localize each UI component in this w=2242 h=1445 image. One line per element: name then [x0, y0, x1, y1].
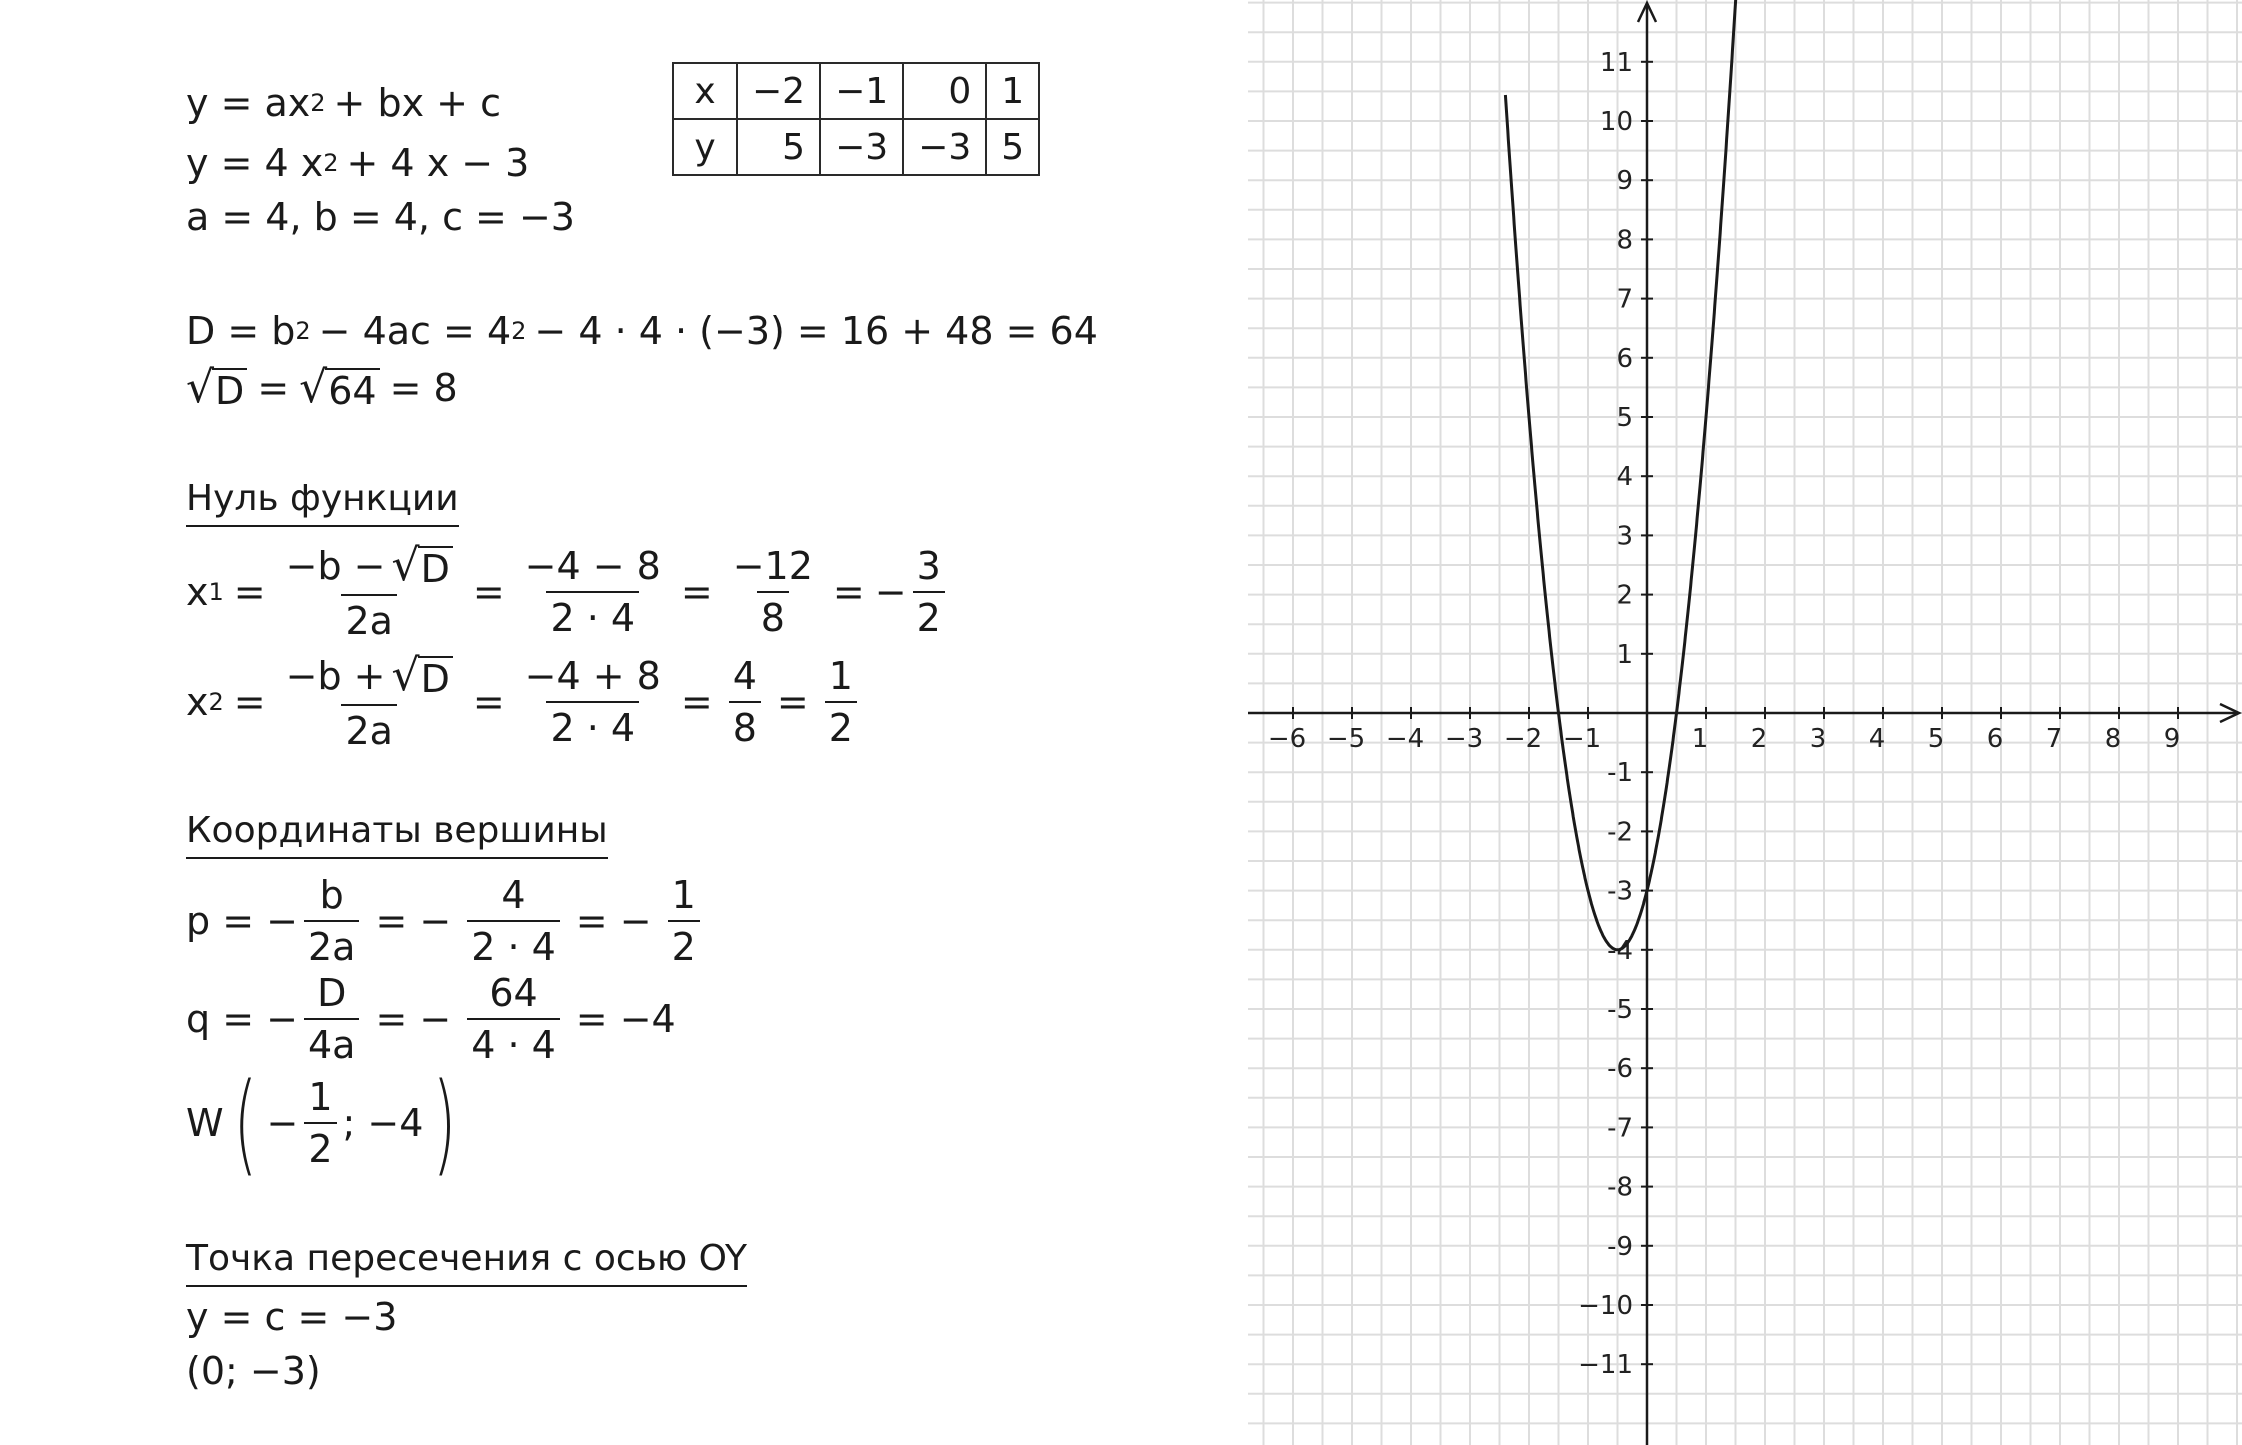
x1-num2: −4 − 8 — [524, 544, 661, 588]
oy-line-1: y = c = −3 — [186, 1295, 398, 1339]
y-tick-label: 4 — [1616, 462, 1633, 493]
sqrt-d-body: D — [418, 656, 453, 698]
equals-sign: = — [776, 680, 809, 724]
y-tick-label: -9 — [1607, 1231, 1633, 1262]
p-num2: 4 — [501, 873, 526, 917]
x-tick-label: 1 — [1691, 724, 1709, 754]
vertex-point — [186, 1059, 466, 1187]
equals-sign: = — [832, 570, 865, 614]
equals-sign: = — [472, 570, 505, 614]
table-cell: −3 — [903, 119, 986, 175]
x2-den4: 2 — [825, 701, 857, 747]
x2-line: x 2 = −b + √ D 2a = $\frac{-4 + 8}{2 \cdot 4}$ = $\frac{4}{8}$ = $\frac{1}{2}$ — [186, 654, 863, 750]
x-tick-label: 2 — [1750, 724, 1768, 754]
x-tick-label: 9 — [2163, 724, 2181, 754]
function-graph — [1240, 0, 2242, 1445]
minus-sign: − — [874, 570, 907, 614]
x-tick-label: −1 — [1562, 724, 1602, 754]
x-tick-label: −3 — [1444, 724, 1484, 754]
x1-num4: 3 — [916, 544, 941, 588]
right-paren: ) — [433, 1059, 457, 1187]
sqrt-d: √ D — [186, 366, 247, 410]
table-cell: −1 — [820, 63, 903, 119]
w-fraction — [304, 1075, 336, 1171]
x2-num3: 4 — [732, 654, 757, 698]
y-tick-label: -1 — [1607, 758, 1633, 789]
sqrt-d-body: D — [418, 546, 453, 588]
y-tick-label: 5 — [1616, 403, 1633, 433]
p-label: p = − — [186, 899, 298, 943]
sqrt-64: √ 64 — [299, 366, 379, 410]
x1-den3: 8 — [757, 591, 789, 637]
x-tick-label: 5 — [1927, 724, 1945, 754]
disc-lhs: D = b — [186, 309, 296, 353]
q-label: q = − — [186, 997, 298, 1041]
sqrt-64-body: 64 — [325, 368, 379, 410]
sqrt-d: √ D — [392, 544, 453, 588]
x1-den4: 2 — [913, 591, 945, 637]
equals-sign: = — [233, 680, 266, 724]
table-cell: −2 — [737, 63, 820, 119]
x2-fraction-4 — [825, 654, 857, 750]
x-tick-label: 3 — [1809, 724, 1827, 754]
x1-label: x — [186, 570, 209, 614]
y-tick-label: 1 — [1616, 639, 1633, 670]
discriminant-line: D = b 2 − 4ac = 4 2 − 4 · 4 · (−3) = 16 + 48 = 64 — [186, 309, 1098, 353]
oy-heading: Точка пересечения с осью OY — [186, 1238, 747, 1287]
table-header-x: x — [673, 63, 737, 119]
table-cell: 1 — [986, 63, 1039, 119]
y-tick-label: 10 — [1599, 107, 1633, 137]
w-num: 1 — [308, 1075, 333, 1119]
table-cell: 0 — [903, 63, 986, 119]
x1-line: x 1 = −b − √ D 2a = $\frac{-4 - 8}{2 \cdot 4}$ = $\frac{-12}{8}$ = − $\frac{3}{2}$ — [186, 544, 951, 640]
general-formula-tail: + bx + c — [333, 81, 501, 125]
w-tail: ; −4 — [342, 1101, 424, 1145]
general-formula-head: y = ax — [186, 81, 311, 125]
equals-minus: = − — [375, 899, 452, 943]
equals-sign: = — [233, 570, 266, 614]
y-tick-label: −11 — [1578, 1350, 1633, 1381]
x1-fraction-4 — [913, 544, 945, 640]
x2-fraction-3 — [729, 654, 761, 750]
x-tick-label: −4 — [1385, 724, 1425, 754]
y-tick-label: -5 — [1607, 995, 1633, 1025]
disc-mid: − 4ac = 4 — [318, 309, 512, 353]
y-tick-label: -3 — [1607, 876, 1633, 907]
x-tick-label: −5 — [1326, 724, 1366, 754]
q-num: D — [317, 971, 347, 1015]
x1-den: 2a — [341, 594, 396, 640]
y-tick-label: 11 — [1599, 47, 1633, 78]
y-tick-label: 9 — [1616, 166, 1633, 197]
x2-num: −b + — [285, 654, 386, 698]
y-tick-label: -7 — [1607, 1113, 1633, 1144]
x1-num3: −12 — [732, 544, 813, 588]
y-tick-label: 7 — [1616, 284, 1633, 315]
specific-formula-head: y = 4 x — [186, 141, 324, 185]
x2-fraction-1 — [282, 650, 457, 753]
x2-den: 2a — [341, 704, 396, 750]
y-tick-label: 3 — [1616, 521, 1633, 552]
y-tick-label: 8 — [1616, 225, 1633, 256]
vertex-heading: Координаты вершины — [186, 810, 608, 859]
p-den3: 2 — [668, 920, 700, 966]
x-tick-label: 7 — [2045, 724, 2063, 754]
sqrt-result: = 8 — [389, 366, 458, 410]
equals-sign: = — [257, 366, 290, 410]
p-num3: 1 — [671, 873, 696, 917]
p-num: b — [319, 873, 344, 917]
q-den: 4a — [304, 1018, 359, 1064]
x2-den3: 8 — [729, 701, 761, 747]
table-header-y: y — [673, 119, 737, 175]
y-tick-label: -2 — [1607, 817, 1633, 848]
sqrt-d: √ D — [392, 654, 453, 698]
general-formula: y = ax 2 + bx + c — [186, 81, 501, 125]
equals-minus: = − — [375, 997, 452, 1041]
table-cell: 5 — [986, 119, 1039, 175]
y-tick-label: -6 — [1607, 1054, 1633, 1085]
x2-fraction-2 — [521, 654, 665, 750]
p-den: 2a — [304, 920, 359, 966]
sqrt-discriminant-line — [186, 362, 458, 413]
equals-sign: = — [680, 680, 713, 724]
p-line — [186, 873, 706, 969]
x1-fraction-1 — [282, 540, 457, 643]
specific-formula: y = 4 x 2 + 4 x − 3 — [186, 141, 530, 185]
q-num2: 64 — [489, 971, 538, 1015]
minus-sign: − — [266, 1101, 299, 1145]
x-tick-label: 6 — [1986, 724, 2004, 754]
x1-num: −b − — [285, 544, 386, 588]
x2-label: x — [186, 680, 209, 724]
table-row — [673, 63, 1039, 119]
p-fraction-3 — [668, 873, 700, 969]
left-paren: ( — [233, 1059, 257, 1187]
value-table — [672, 62, 1040, 176]
q-line — [186, 971, 676, 1067]
q-fraction-2 — [467, 971, 560, 1067]
p-fraction-1 — [304, 873, 359, 969]
y-tick-label: −10 — [1578, 1291, 1633, 1321]
table-row — [673, 119, 1039, 175]
table-cell: −3 — [820, 119, 903, 175]
q-result: = −4 — [575, 997, 676, 1041]
disc-rhs: − 4 · 4 · (−3) = 16 + 48 = 64 — [534, 309, 1098, 353]
q-den2: 4 · 4 — [467, 1018, 560, 1064]
x-tick-label: −2 — [1503, 724, 1543, 754]
x2-num4: 1 — [828, 654, 853, 698]
equals-minus: = − — [575, 899, 652, 943]
x-tick-label: −6 — [1267, 724, 1307, 754]
p-den2: 2 · 4 — [467, 920, 560, 966]
x-tick-label: 4 — [1868, 724, 1886, 754]
x2-den2: 2 · 4 — [546, 701, 639, 747]
table-cell: 5 — [737, 119, 820, 175]
y-tick-label: -8 — [1607, 1172, 1633, 1203]
oy-point: (0; −3) — [186, 1349, 321, 1393]
q-fraction-1 — [304, 971, 359, 1067]
coefficients-line: a = 4, b = 4, c = −3 — [186, 195, 575, 239]
x1-fraction-2 — [521, 544, 665, 640]
equals-sign: = — [680, 570, 713, 614]
x1-den2: 2 · 4 — [546, 591, 639, 637]
w-den: 2 — [304, 1122, 336, 1168]
equals-sign: = — [472, 680, 505, 724]
x2-num2: −4 + 8 — [524, 654, 661, 698]
x-tick-label: 8 — [2104, 724, 2122, 754]
p-fraction-2 — [467, 873, 560, 969]
x1-fraction-3 — [729, 544, 817, 640]
y-tick-label: -4 — [1607, 935, 1633, 966]
zeros-heading: Нуль функции — [186, 478, 459, 527]
w-label: W — [186, 1101, 224, 1145]
y-tick-label: 6 — [1616, 343, 1633, 374]
specific-formula-tail: + 4 x − 3 — [346, 141, 530, 185]
y-tick-label: 2 — [1616, 580, 1633, 611]
sqrt-d-body: D — [212, 368, 247, 410]
